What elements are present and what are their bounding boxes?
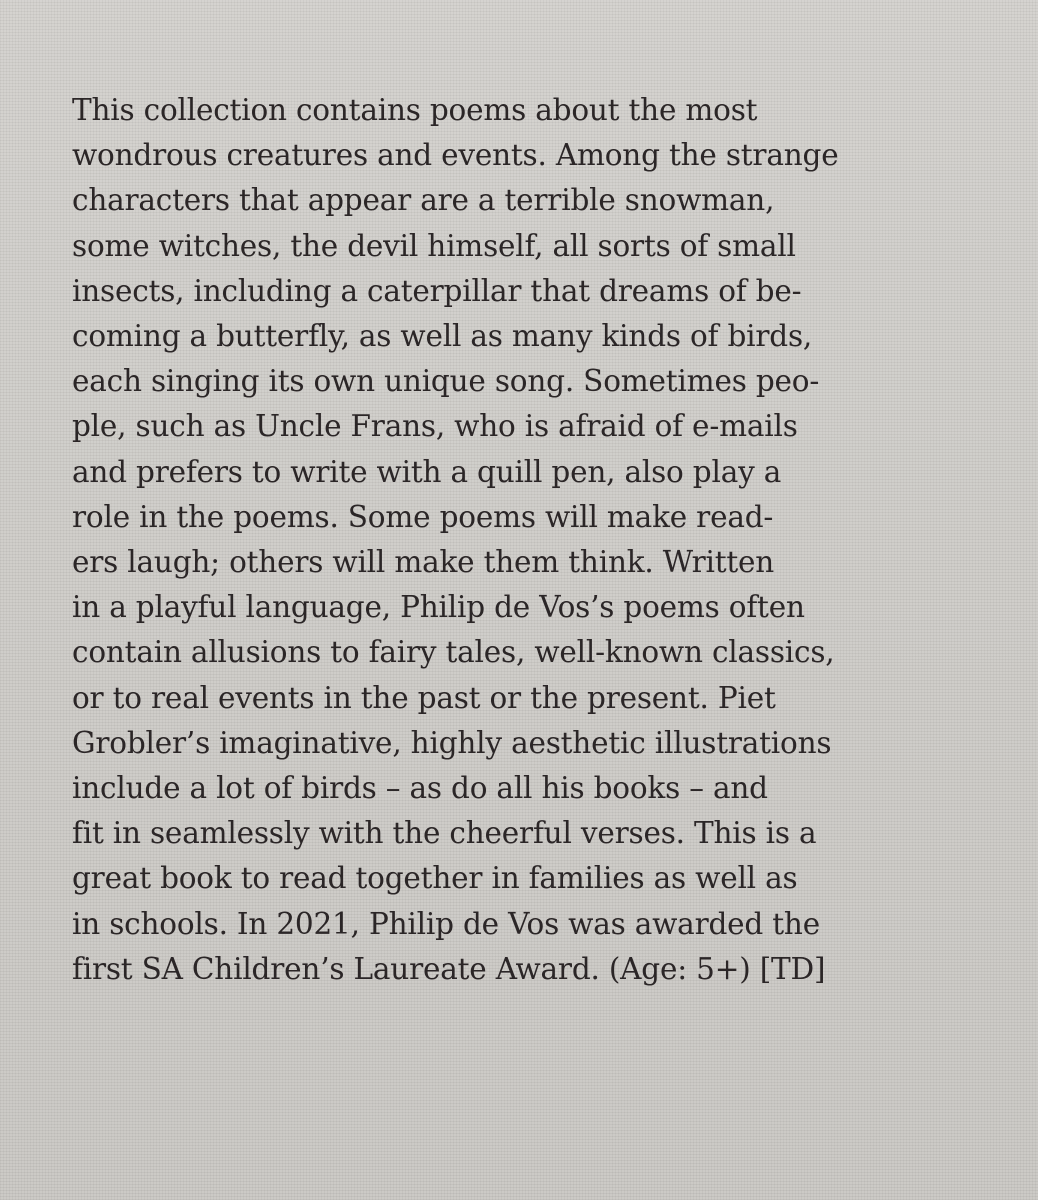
text-line: Grobler’s imaginative, highly aesthetic illustrations: [72, 725, 832, 760]
review-paragraph: [72, 88, 992, 992]
text-line: wondrous creatures and events. Among the strange: [72, 138, 839, 173]
text-line: ple, such as Uncle Frans, who is afraid of e-mails: [72, 409, 798, 444]
text-line: each singing its own unique song. Sometimes peo-: [72, 364, 820, 399]
text-line: fit in seamlessly with the cheerful verses. This is a: [72, 816, 817, 851]
text-line: in schools. In 2021, Philip de Vos was awarded the: [72, 906, 820, 941]
text-line: This collection contains poems about the most: [72, 93, 758, 127]
text-line: great book to read together in families as well as: [72, 861, 798, 896]
text-line: contain allusions to fairy tales, well-known classics,: [72, 635, 835, 670]
text-line: some witches, the devil himself, all sorts of small: [72, 228, 796, 263]
text-line: and prefers to write with a quill pen, also play a: [72, 454, 782, 489]
text-line: in a playful language, Philip de Vos’s poems often: [72, 590, 805, 625]
text-line: include a lot of birds – as do all his books – and: [72, 771, 768, 806]
text-line: role in the poems. Some poems will make read-: [72, 499, 774, 534]
text-line: ers laugh; others will make them think. Written: [72, 545, 775, 580]
text-line: characters that appear are a terrible snowman,: [72, 183, 775, 218]
text-line: insects, including a caterpillar that dreams of be-: [72, 273, 802, 308]
text-line: or to real events in the past or the present. Piet: [72, 680, 776, 715]
text-line: coming a butterfly, as well as many kinds of birds,: [72, 319, 813, 354]
text-line: first SA Children’s Laureate Award. (Age: 5+) [TD]: [72, 951, 826, 986]
